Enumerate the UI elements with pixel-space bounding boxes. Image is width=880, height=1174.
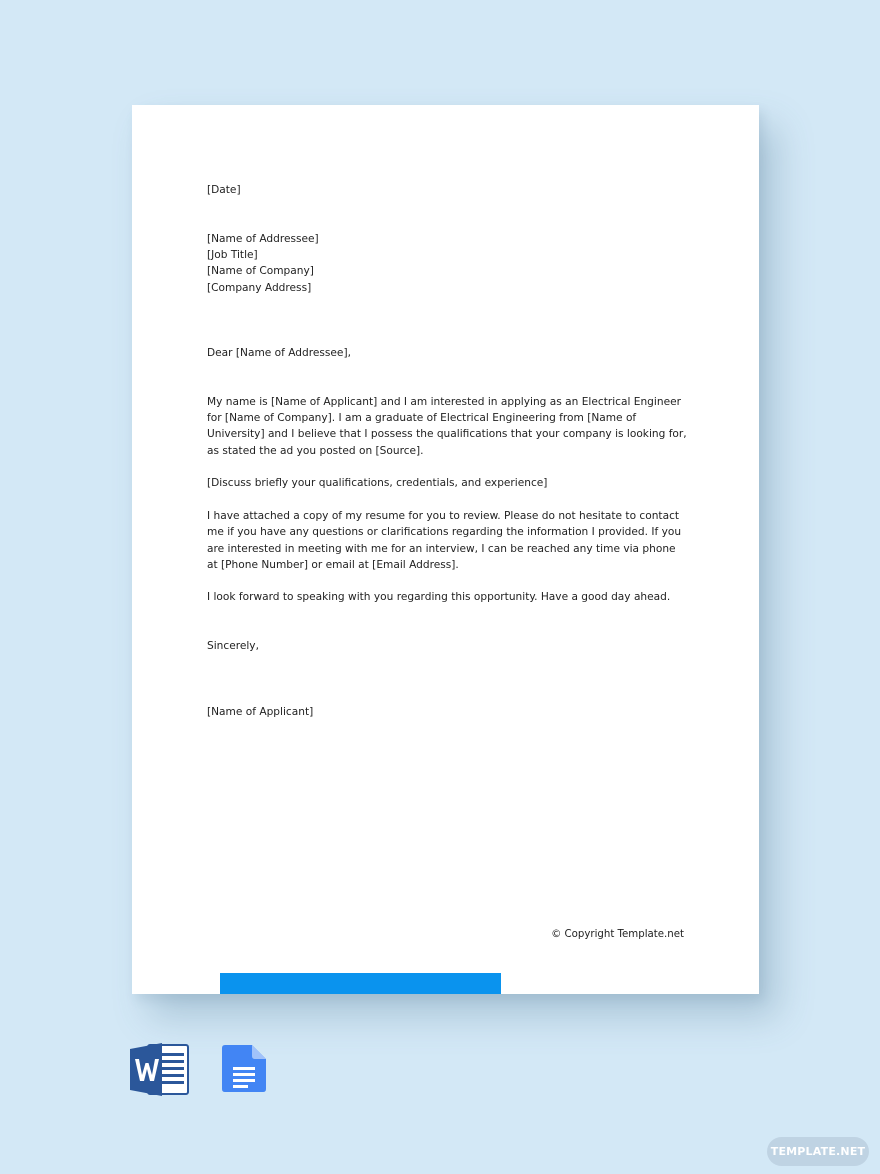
addressee-name: [Name of Addressee] xyxy=(207,232,319,245)
letter-greeting: Dear [Name of Addressee], xyxy=(207,346,351,359)
accent-bar xyxy=(220,973,501,994)
letter-body xyxy=(207,182,687,720)
letter-date: [Date] xyxy=(207,184,241,196)
document-page xyxy=(132,105,759,994)
addressee-company: [Name of Company] xyxy=(207,265,314,278)
google-docs-icon[interactable] xyxy=(222,1045,266,1092)
paragraph-closing: I look forward to speaking with you regarding this opportunity. Have a good day ahead. xyxy=(207,591,671,604)
letter-signature: [Name of Applicant] xyxy=(207,705,314,718)
addressee-job-title: [Job Title] xyxy=(207,249,258,262)
copyright-notice: © Copyright Template.net xyxy=(551,929,684,940)
template-net-badge[interactable]: TEMPLATE.NET xyxy=(767,1137,869,1166)
paragraph-intro: My name is [Name of Applicant] and I am interested in applying as an Electrical Engineer for [Name of Company]. I am a graduate of Electrical Engineering from [Name of University] and I believe that I possess the qualifications that your company is looking for, as stated the ad you posted on [Source]. xyxy=(207,395,687,457)
paragraph-qualifications: [Discuss briefly your qualifications, credentials, and experience] xyxy=(207,477,548,490)
microsoft-word-icon[interactable] xyxy=(130,1043,190,1096)
paragraph-resume: I have attached a copy of my resume for you to review. Please do not hesitate to contact me if you have any questions or clarifications regarding the information I provided. If you are interested in meeting with me for an interview, I can be reached any time via phone at [Phone Number] or email at [Email Address]. xyxy=(207,509,682,571)
addressee-block xyxy=(207,231,687,296)
addressee-address: [Company Address] xyxy=(207,281,312,294)
letter-closing: Sincerely, xyxy=(207,640,259,653)
